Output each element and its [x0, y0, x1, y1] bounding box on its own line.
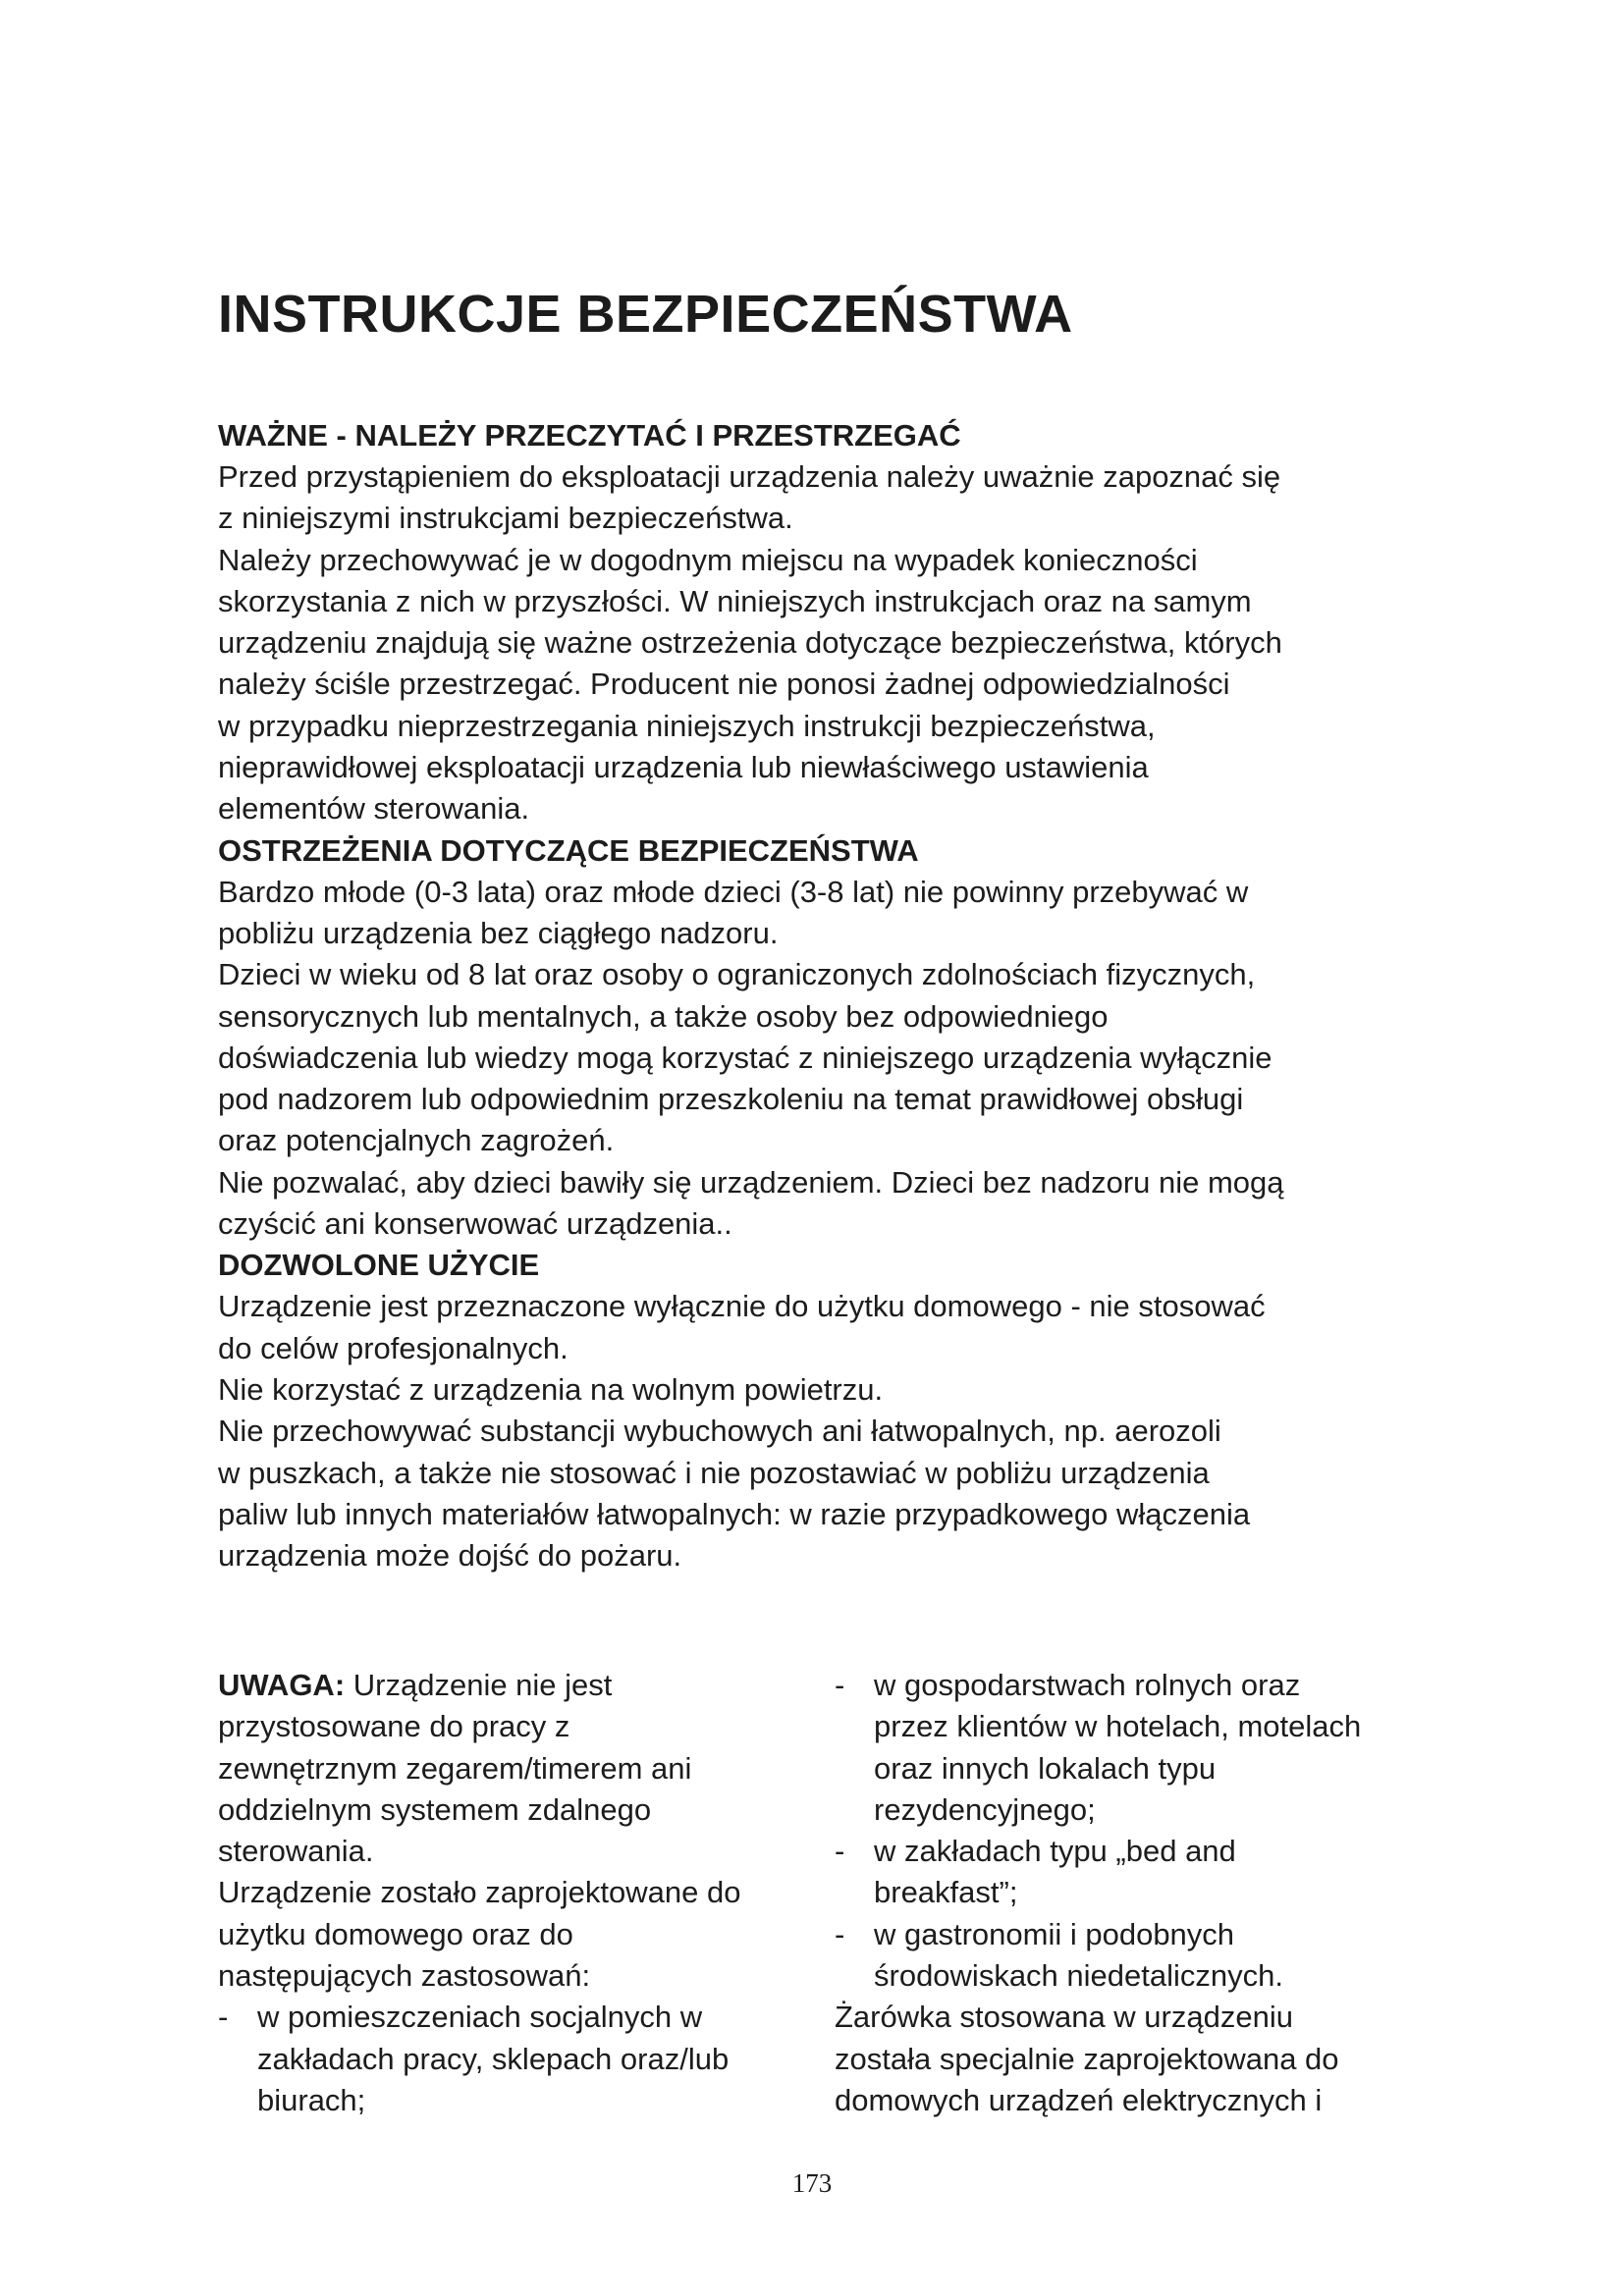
text-line: czyścić ani konserwować urządzenia..	[218, 1206, 732, 1242]
text-line: do celów profesjonalnych.	[218, 1330, 568, 1365]
section-heading-important: WAŻNE - NALEŻY PRZECZYTAĆ I PRZESTRZEGAĆ	[218, 418, 961, 453]
text-line: z niniejszymi instrukcjami bezpieczeństwa.	[218, 501, 793, 536]
caution-text: Urządzenie nie jest	[345, 1668, 613, 1702]
left-column	[218, 1665, 807, 2121]
text-line: oddzielnym systemem zdalnego	[218, 1791, 652, 1827]
bullet-dash: -	[218, 2000, 229, 2035]
list-item-text: w pomieszczeniach socjalnych w	[257, 2000, 703, 2035]
bullet-dash: -	[835, 1916, 845, 1951]
section-heading-permitted-use: DOZWOLONE UŻYCIE	[218, 1248, 540, 1283]
list-item-text: w gastronomii i podobnych	[874, 1916, 1235, 1951]
list-item-continuation: przez klientów w hotelach, motelach	[874, 1709, 1362, 1744]
text-line: Żarówka stosowana w urządzeniu	[835, 2000, 1293, 2035]
list-item-continuation: oraz innych lokalach typu	[874, 1750, 1217, 1786]
text-line: paliw lub innych materiałów łatwopalnych: w razie przypadkowego włączenia	[218, 1496, 1251, 1531]
bullet-dash: -	[835, 1834, 845, 1869]
list-item-continuation: rezydencyjnego;	[874, 1791, 1096, 1827]
text-line: Urządzenie jest przeznaczone wyłącznie do użytku domowego - nie stosować	[218, 1289, 1266, 1324]
list-item-text: w zakładach typu „bed and	[874, 1834, 1236, 1869]
text-line: następujących zastosowań:	[218, 1958, 591, 1994]
text-line: doświadczenia lub wiedzy mogą korzystać z niniejszego urządzenia wyłącznie	[218, 1040, 1272, 1075]
text-line: sensorycznych lub mentalnych, a także osoby bez odpowiedniego	[218, 998, 1109, 1034]
text-line: zewnętrznym zegarem/timerem ani	[218, 1750, 692, 1786]
text-line: Dzieci w wieku od 8 lat oraz osoby o ograniczonych zdolnościach fizycznych,	[218, 957, 1256, 992]
text-line: w puszkach, a także nie stosować i nie pozostawiać w pobliżu urządzenia	[218, 1455, 1210, 1490]
text-line: Urządzenie zostało zaprojektowane do	[218, 1875, 741, 1910]
text-line: urządzeniu znajdują się ważne ostrzeżenia dotyczące bezpieczeństwa, których	[218, 625, 1282, 661]
list-item	[835, 1831, 1463, 1872]
caution-line	[218, 1665, 807, 1706]
list-item	[835, 1914, 1463, 1955]
text-line: Przed przystąpieniem do eksploatacji urządzenia należy uważnie zapoznać się	[218, 459, 1281, 494]
text-line: elementów sterowania.	[218, 791, 530, 827]
list-item	[218, 1997, 807, 2038]
list-item	[835, 1665, 1463, 1706]
list-item-continuation: środowiskach niedetalicznych.	[874, 1958, 1283, 1994]
main-text	[218, 415, 1435, 1576]
text-line: została specjalnie zaprojektowana do	[835, 2041, 1339, 2076]
text-line: Nie przechowywać substancji wybuchowych ani łatwopalnych, np. aerozoli	[218, 1414, 1221, 1449]
list-item-continuation: zakładach pracy, sklepach oraz/lub	[257, 2041, 730, 2076]
page-number: 173	[791, 2168, 833, 2198]
text-line: nieprawidłowej eksploatacji urządzenia lub niewłaściwego ustawienia	[218, 750, 1149, 785]
section-heading-warnings: OSTRZEŻENIA DOTYCZĄCE BEZPIECZEŃSTWA	[218, 832, 919, 868]
bullet-dash: -	[835, 1668, 845, 1702]
text-line: Nie korzystać z urządzenia na wolnym powietrzu.	[218, 1371, 884, 1407]
list-item-text: w gospodarstwach rolnych oraz	[874, 1668, 1301, 1702]
text-line: w przypadku nieprzestrzegania niniejszych instrukcji bezpieczeństwa,	[218, 708, 1156, 743]
text-line: przystosowane do pracy z	[218, 1709, 570, 1744]
list-item-continuation: biurach;	[257, 2082, 366, 2117]
text-line: użytku domowego oraz do	[218, 1916, 573, 1951]
text-line: należy ściśle przestrzegać. Producent nie ponosi żadnej odpowiedzialności	[218, 667, 1230, 702]
text-line: pobliżu urządzenia bez ciągłego nadzoru.	[218, 915, 779, 950]
text-line: sterowania.	[218, 1834, 374, 1869]
right-column	[835, 1665, 1463, 2121]
list-item-continuation: breakfast”;	[874, 1875, 1018, 1910]
text-line: pod nadzorem lub odpowiednim przeszkoleniu na temat prawidłowej obsługi	[218, 1082, 1244, 1117]
text-line: Nie pozwalać, aby dzieci bawiły się urządzeniem. Dzieci bez nadzoru nie mogą	[218, 1164, 1284, 1200]
page-title: INSTRUKCJE BEZPIECZEŃSTWA	[218, 285, 1073, 344]
text-line: oraz potencjalnych zagrożeń.	[218, 1123, 615, 1158]
caution-label: UWAGA:	[218, 1668, 346, 1702]
text-line: Bardzo młode (0-3 lata) oraz młode dzieci (3-8 lat) nie powinny przebywać w	[218, 874, 1249, 909]
text-line: Należy przechowywać je w dogodnym miejscu na wypadek konieczności	[218, 542, 1198, 577]
text-line: skorzystania z nich w przyszłości. W niniejszych instrukcjach oraz na samym	[218, 583, 1252, 618]
text-line: urządzenia może dojść do pożaru.	[218, 1538, 682, 1574]
text-line: domowych urządzeń elektrycznych i	[835, 2082, 1323, 2117]
